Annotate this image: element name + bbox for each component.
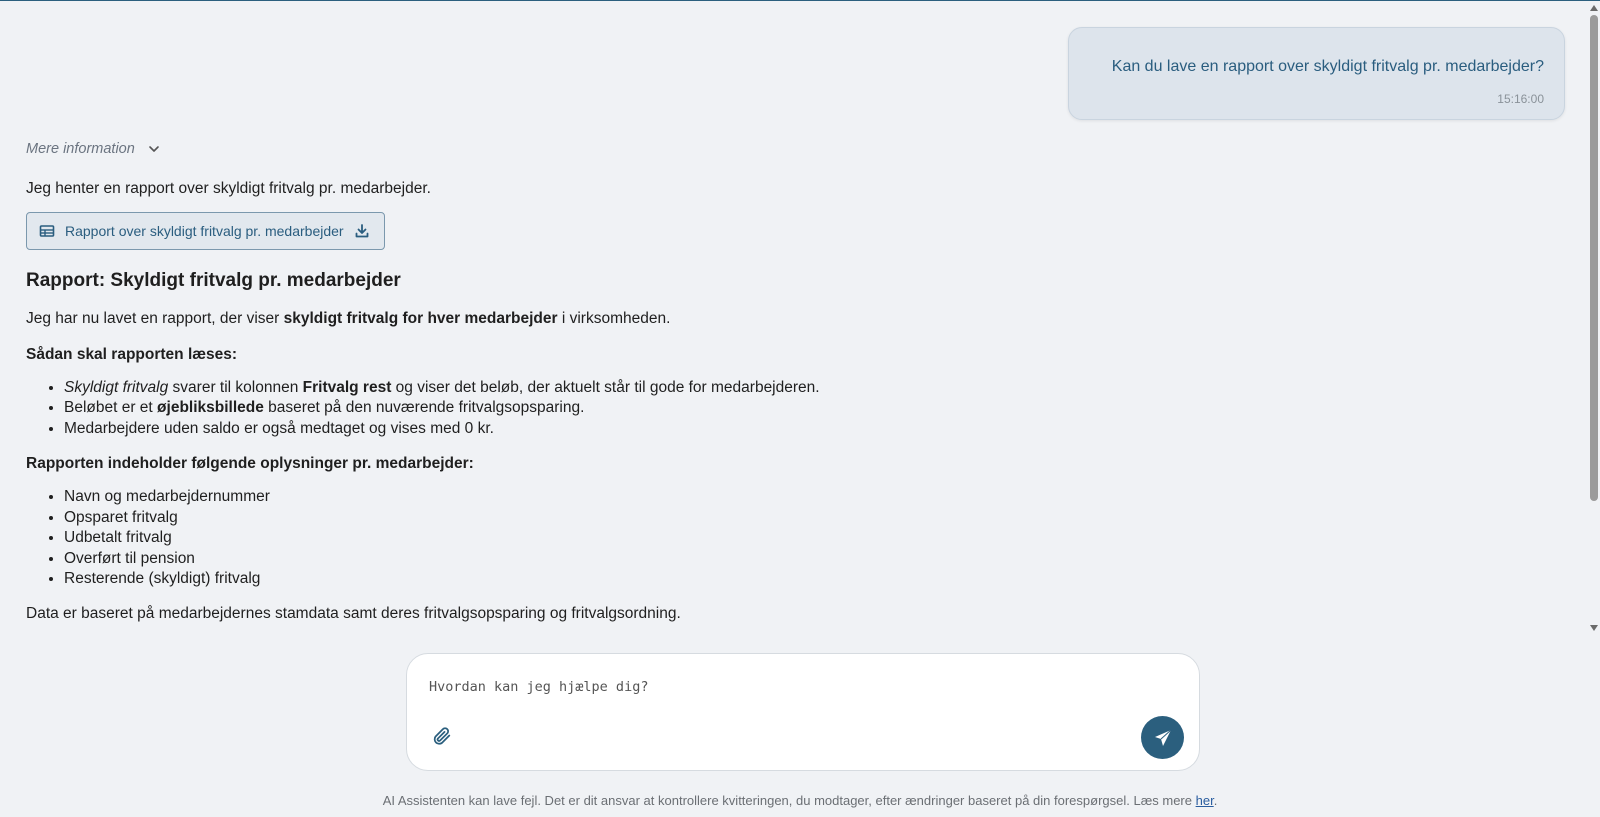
disclaimer-end: . — [1213, 793, 1218, 808]
section-title-contents: Rapporten indeholder følgende oplysninger pr. medarbejder: — [26, 455, 474, 472]
report-button-label: Rapport over skyldigt fritvalg pr. medarbejder — [65, 222, 344, 239]
message-input[interactable] — [429, 676, 1149, 698]
bold-span: øjebliksbillede — [157, 399, 264, 417]
report-title: Rapport: Skyldigt fritvalg pr. medarbejder — [26, 270, 401, 292]
list-item — [64, 398, 1556, 417]
closing-text: Data er baseret på medarbejdernes stamdata samt deres fritvalgsopsparing og fritvalgsordning. — [26, 605, 681, 623]
text-span: Beløbet er et — [64, 399, 158, 417]
assistant-intro: Jeg henter en rapport over skyldigt fritvalg pr. medarbejder. — [26, 180, 431, 197]
text-span: Jeg har nu lavet en rapport, der viser — [26, 310, 284, 328]
contents-list — [64, 487, 1556, 588]
disclaimer-text: AI Assistenten kan lave fejl. Det er dit ansvar at kontrollere kvitteringen, du modtager, efter ændringer baseret på din forespørgsel. Læs mere — [382, 793, 1196, 808]
list-item — [64, 378, 1556, 397]
italic-span: Skyldigt fritvalg — [64, 378, 169, 396]
scroll-down-arrow-icon[interactable] — [1590, 625, 1598, 631]
message-composer — [406, 653, 1200, 771]
report-description — [26, 309, 1556, 328]
user-message-text: Kan du lave en rapport over skyldigt fritvalg pr. medarbejder? — [1111, 58, 1544, 75]
bold-span: skyldigt fritvalg for hver medarbejder — [283, 310, 558, 328]
scrollbar-thumb[interactable] — [1590, 15, 1598, 501]
assistant-message — [26, 179, 1556, 624]
read-more-link[interactable]: her — [1195, 793, 1214, 808]
list-item: • Udbetalt fritvalg — [64, 528, 1556, 547]
list-item: • Resterende (skyldigt) fritvalg — [64, 569, 1556, 588]
send-button[interactable] — [1141, 716, 1184, 759]
disclaimer-footer — [0, 793, 1600, 808]
list-item: • Navn og medarbejdernummer — [64, 487, 1556, 506]
text-span: svarer til kolonnen — [168, 378, 303, 396]
paperclip-icon[interactable] — [431, 725, 453, 747]
user-message-bubble — [1068, 27, 1565, 120]
bold-span: Fritvalg rest — [302, 378, 392, 396]
chevron-down-icon — [147, 142, 161, 156]
scroll-up-arrow-icon[interactable] — [1590, 5, 1598, 11]
chat-area — [0, 1, 1584, 633]
user-message-time: 15:16:00 — [1497, 92, 1544, 106]
text-span: baseret på den nuværende fritvalgsopsparing. — [263, 399, 585, 417]
report-download-button[interactable] — [26, 212, 385, 250]
send-icon — [1153, 728, 1173, 748]
chat-scrollbar[interactable] — [1588, 1, 1600, 637]
more-information-label: Mere information — [26, 141, 135, 157]
table-icon — [39, 223, 55, 239]
how-to-read-list — [64, 378, 1556, 438]
section-title-how-to-read: Sådan skal rapporten læses: — [26, 345, 238, 363]
text-span: i virksomheden. — [557, 310, 671, 328]
download-icon — [354, 223, 370, 239]
list-item: • Medarbejdere uden saldo er også medtaget og vises med 0 kr. — [64, 419, 1556, 438]
text-span: og viser det beløb, der aktuelt står til gode for medarbejderen. — [391, 378, 820, 396]
more-information-toggle[interactable] — [26, 141, 161, 157]
list-item: • Overført til pension — [64, 549, 1556, 568]
list-item: • Opsparet fritvalg — [64, 508, 1556, 527]
